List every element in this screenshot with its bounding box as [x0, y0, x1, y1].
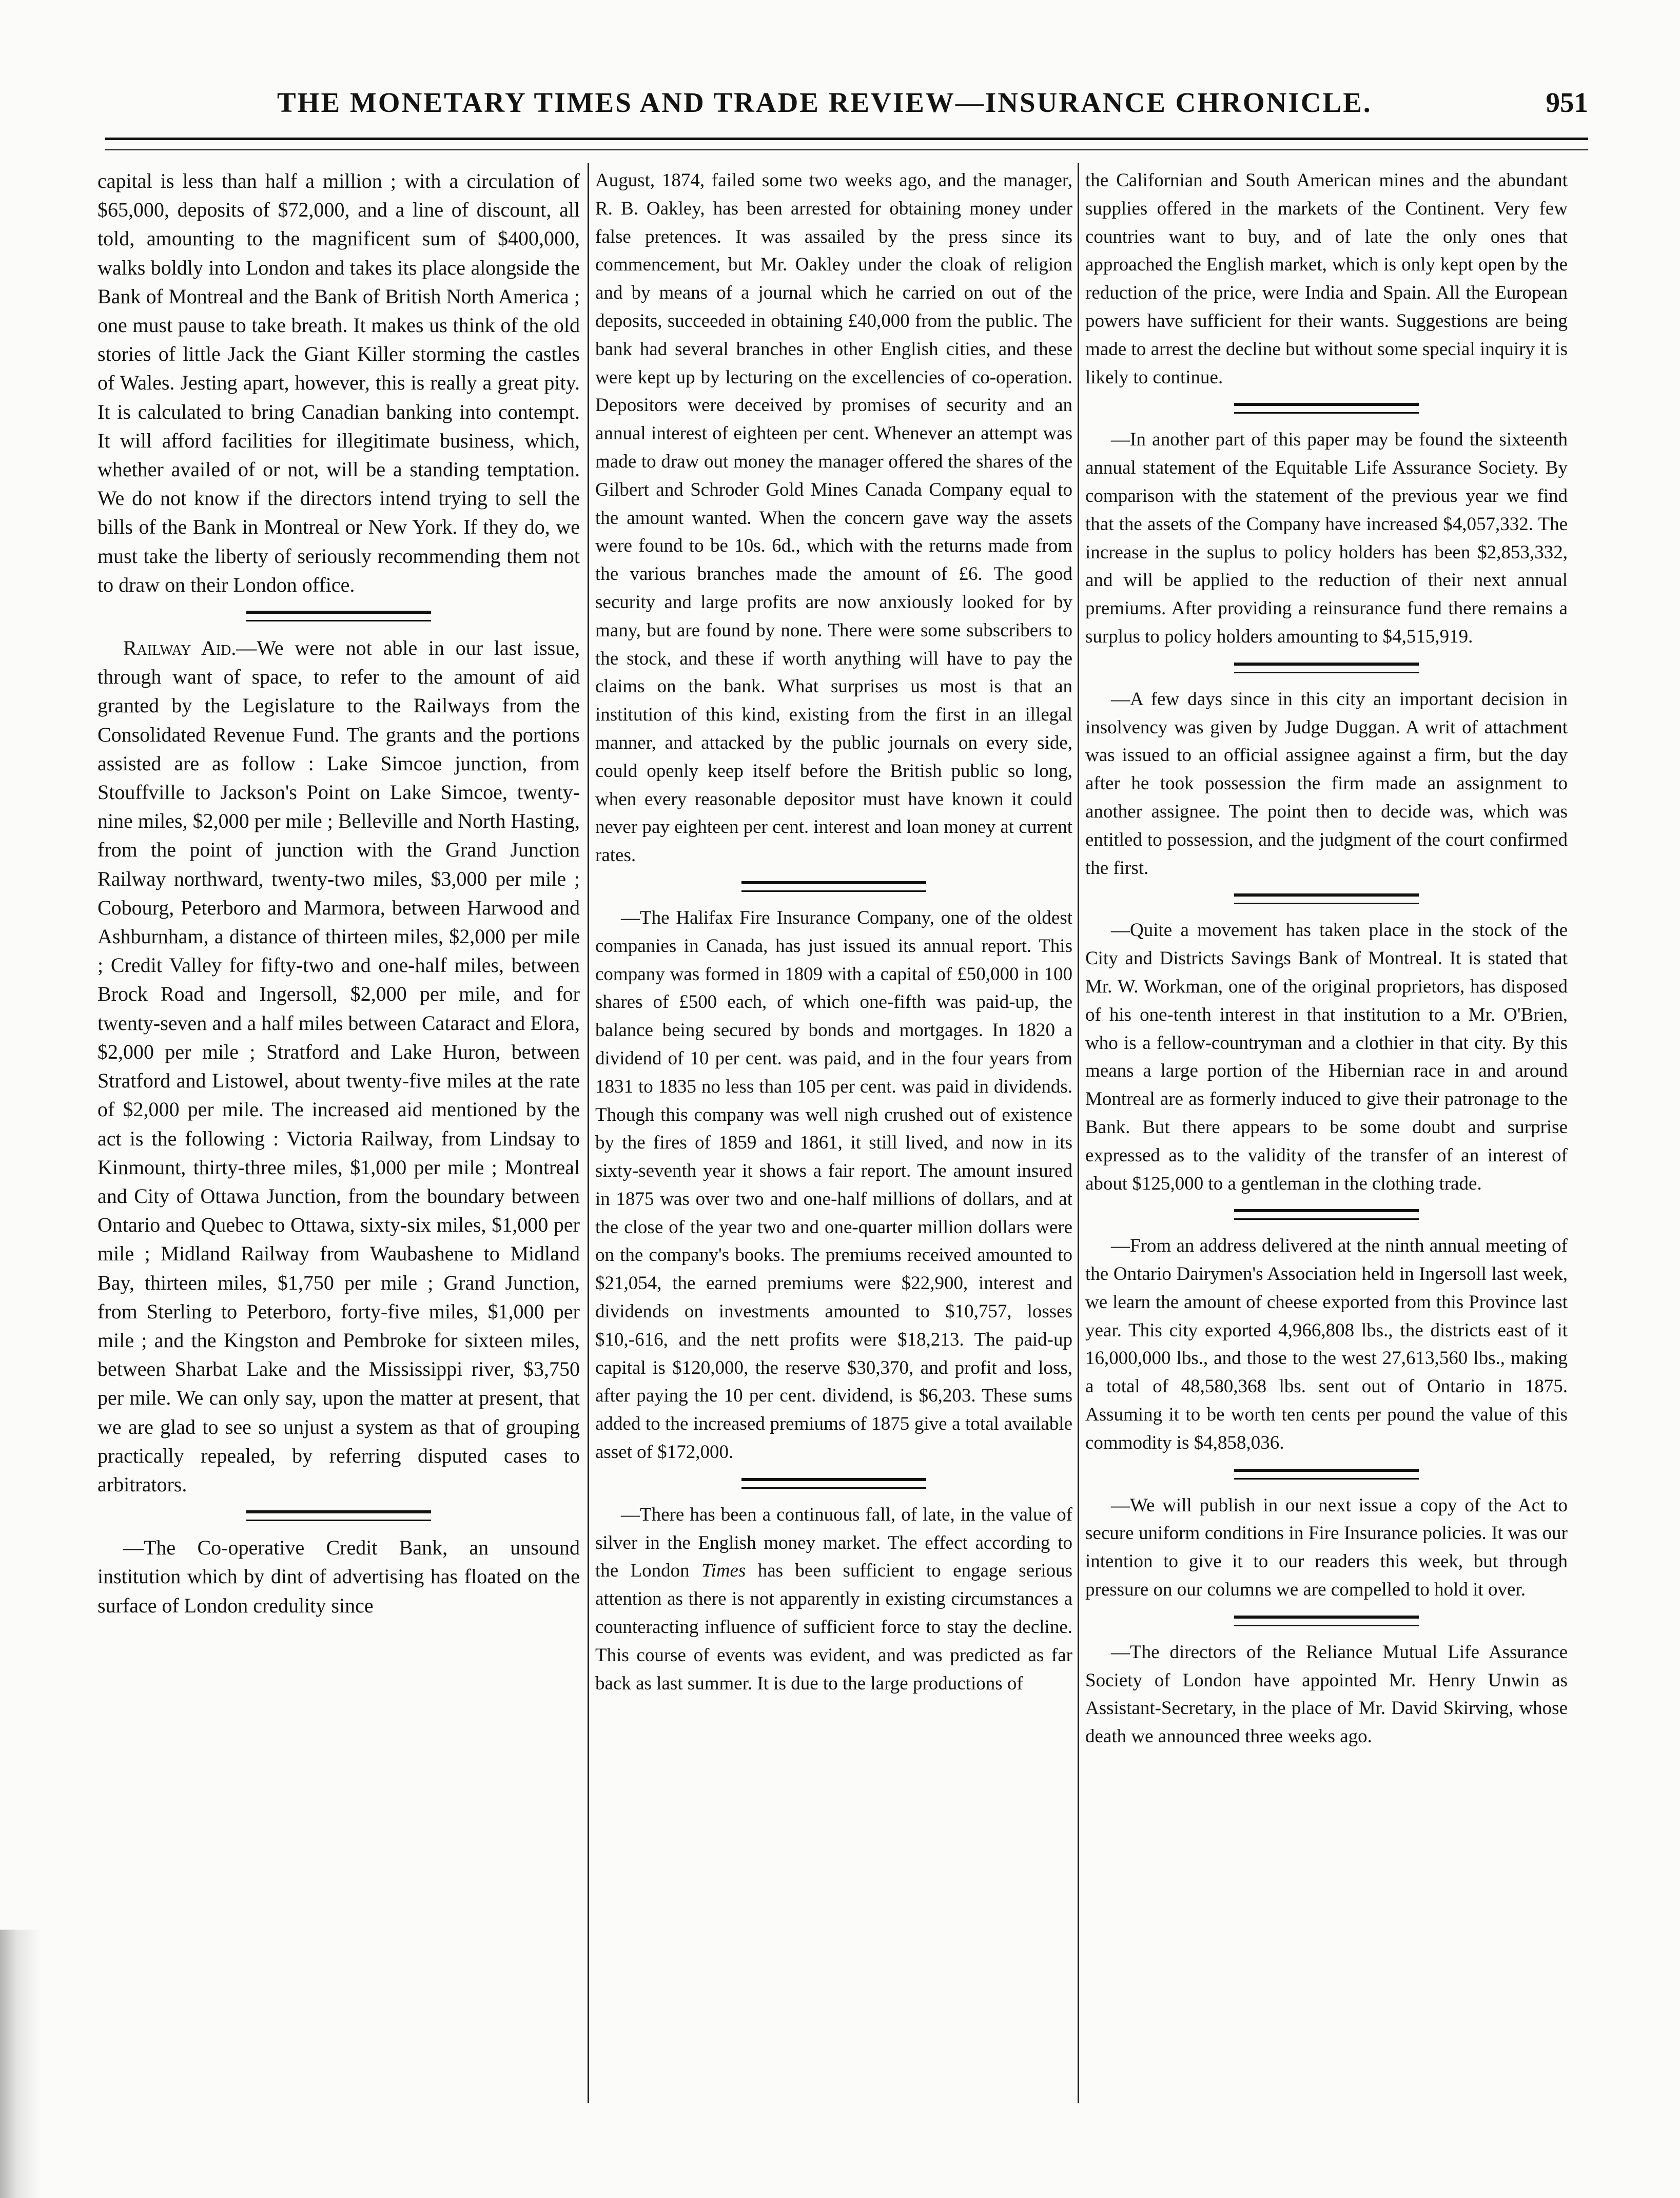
- section-separator: [1234, 1616, 1419, 1626]
- page-header: [97, 86, 1588, 117]
- article-paragraph: —We will publish in our next issue a copy of the Act to secure uniform conditions in Fire Insurance policies. It was our intention to give it to our readers this week, but through pressure on our columns we are compelled to hold it over.: [1085, 1494, 1568, 1601]
- article-paragraph: —From an address delivered at the ninth annual meeting of the Ontario Dairymen's Association held in Ingersoll last week, we learn the amount of cheese exported from this Province last year. This city exported 4,966,808 lbs., the districts east of it 16,000,000 lbs., and those to the west 27,613,560 lbs., making a total of 48,580,368 lbs. sent out of Ontario in 1875. Assuming it to be worth ten cents per pound the value of this commodity is $4,858,036.: [1085, 1235, 1568, 1453]
- article-paragraph: —The directors of the Reliance Mutual Life Assurance Society of London have appointed Mr. Henry Unwin as Assistant-Secretary, in the place of Mr. David Skirving, whose death we announced three weeks ago.: [1085, 1641, 1568, 1747]
- article-text: has been sufficient to engage serious attention as there is not apparently in existing circumstances a counteracting influence of sufficient force to stay the decline. This course of events was evident, and was predicted as far back as last summer. It is due to the large productions of: [595, 1560, 1072, 1694]
- newspaper-name: Times: [701, 1560, 746, 1582]
- column-2: [595, 167, 1072, 2096]
- section-separator: [1234, 893, 1419, 904]
- article-paragraph: —The Co-operative Credit Bank, an unsound institution which by dint of advertising has floated on the surface of London credulity since: [97, 1536, 580, 1617]
- article-paragraph: August, 1874, failed some two weeks ago, and the manager, R. B. Oakley, has been arrested for obtaining money under false pretences. It was assailed by the press since its commencement, but Mr. Oakley under the cloak of religion and by means of a journal which he carried on out of the deposits, succeeded in obtaining £40,000 from the public. The bank had several branches in other English cities, and these were kept up by lecturing on the excellencies of co-operation. Depositors were deceived by promises of security and an annual interest of eighteen per cent. Whenever an attempt was made to draw out money the manager offered the shares of the Gilbert and Schroder Gold Mines Canada Company equal to the amount wanted. When the concern gave way the assets were found to be 10s. 6d., which with the returns made from the various branches made the amount of £6. The good security and large profits are now anxiously looked for by many, but are found by none. There were some subscribers to the stock, and these if worth anything will have to pay the claims on the bank. What surprises us most is that an institution of this kind, existing from the first in an illegal manner, and attacked by the public journals on every side, could openly keep itself before the British public so long, when every reasonable depositor must have known it could never pay eighteen per cent. interest and loan money at current rates.: [595, 170, 1072, 866]
- section-separator: [1234, 1469, 1419, 1480]
- article-paragraph: —In another part of this paper may be found the sixteenth annual statement of the Equitable Life Assurance Society. By comparison with the statement of the previous year we find that the assets of the Company have increased $4,057,332. The increase in the suplus to policy holders has been $2,853,332, and will be applied to the reduction of their next annual premiums. After providing a reinsurance fund there remains a surplus to policy holders amounting to $4,515,919.: [1085, 429, 1568, 647]
- article-paragraph: —The Halifax Fire Insurance Company, one of the oldest companies in Canada, has just issued its annual report. This company was formed in 1809 with a capital of £50,000 in 100 shares of £500 each, of which one-fifth was paid-up, the balance being secured by bonds and mortgages. In 1820 a dividend of 10 per cent. was paid, and in the four years from 1831 to 1835 no less than 105 per cent. was paid in dividends. Though this company was well nigh crushed out of existence by the fires of 1859 and 1861, it still lived, and now in its sixty-seventh year it shows a fair report. The amount insured in 1875 was over two and one-half millions of dollars, and at the close of the year two and one-quarter million dollars were on the company's books. The premiums received amounted to $21,054, the earned premiums were $22,900, interest and dividends on investments amounted to $10,757, losses $10,-616, and the nett profits were $18,213. The paid-up capital is $120,000, the reserve $30,370, and profit and loss, after paying the 10 per cent. dividend, is $6,203. These sums added to the increased premiums of 1875 give a total available asset of $172,000.: [595, 907, 1072, 1463]
- article-text: —There has been a continuous fall, of late, in the value of silver in the English money market. The effect according to the London: [595, 1504, 1072, 1582]
- column-1: [97, 167, 580, 2096]
- section-heading: Railway Aid.: [123, 636, 237, 660]
- section-separator: [1234, 663, 1419, 673]
- column-divider: [588, 163, 589, 2103]
- page-number: 951: [1546, 87, 1588, 118]
- section-separator: [1234, 1209, 1419, 1220]
- section-separator: [246, 611, 431, 621]
- section-separator: [1234, 403, 1419, 414]
- article-paragraph: the Californian and South American mines and the abundant supplies offered in the markets of the Continent. Very few countries want to buy, and of late the only ones that approached the English market, which is only kept open by the reduction of the price, were India and Spain. All the European powers have sufficient for their wants. Suggestions are being made to arrest the decline but without some special inquiry it is likely to continue.: [1085, 170, 1568, 388]
- article-paragraph: [595, 1501, 1072, 1698]
- column-3: [1085, 167, 1568, 2096]
- page-edge-shadow: [0, 1930, 41, 2198]
- article-paragraph: [97, 634, 580, 1499]
- section-separator: [741, 1478, 926, 1489]
- article-paragraph: capital is less than half a million ; with a circulation of $65,000, deposits of $72,000, and a line of discount, all told, amounting to the magnificent sum of $400,000, walks boldly into London and takes its place alongside the Bank of Montreal and the Bank of British North America ; one must pause to take breath. It makes us think of the old stories of little Jack the Giant Killer storming the castles of Wales. Jesting apart, however, this is really a great pity. It is calculated to bring Canadian banking into contempt. It will afford facilities for illegitimate business, which, whether availed of or not, will be a standing temptation. We do not know if the directors intend trying to sell the bills of the Bank in Montreal or New York. If they do, we must take the liberty of seriously recommending them not to draw on their London office.: [97, 169, 580, 596]
- article-paragraph: —Quite a movement has taken place in the stock of the City and Districts Savings Bank of Montreal. It is stated that Mr. W. Workman, one of the original proprietors, has disposed of his one-tenth interest in that institution to a Mr. O'Brien, who is a fellow-countryman and a clothier in that city. By this means a large portion of the Hibernian race in and around Montreal are as formerly induced to give their patronage to the Bank. But there appears to be some doubt and surprise expressed as to the validity of the transfer of an interest of about $125,000 to a gentleman in the clothing trade.: [1085, 920, 1568, 1194]
- publication-title: THE MONETARY TIMES AND TRADE REVIEW—INSURANCE CHRONICLE.: [277, 87, 1372, 118]
- article-text: —We were not able in our last issue, through want of space, to refer to the amount of aid granted by the Legislature to the Railways from the Consolidated Revenue Fund. The grants and the portions assisted are as follow : Lake Simcoe junction, from Stouffville to Jackson's Point on Lake Simcoe, twenty-nine miles, $2,000 per mile ; Belleville and North Hasting, from the point of junction with the Grand Junction Railway northward, twenty-two miles, $3,000 per mile ; Cobourg, Peterboro and Marmora, between Harwood and Ashburnham, a distance of thirteen miles, $2,000 per mile ; Credit Valley for fifty-two and one-half miles, between Brock Road and Ingersoll, $2,000 per mile, and for twenty-seven and a half miles between Cataract and Elora, $2,000 per mile ; Stratford and Lake Huron, between Stratford and Listowel, about twenty-five miles at the rate of $2,000 per mile. The increased aid mentioned by the act is the following : Victoria Railway, from Lindsay to Kinmount, thirty-three miles, $1,000 per mile ; Montreal and City of Ottawa Junction, from the boundary between Ontario and Quebec to Ottawa, sixty-six miles, $1,000 per mile ; Midland Railway from Waubashene to Midland Bay, thirteen miles, $1,750 per mile ; Grand Junction, from Sterling to Peterboro, forty-five miles, $1,000 per mile ; and the Kingston and Pembroke for sixteen miles, between Sharbat Lake and the Mississippi river, $3,750 per mile. We can only say, upon the matter at present, that we are glad to see so unjust a system as that of grouping practically repealed, by referring disputed cases to arbitrators.: [97, 636, 580, 1496]
- section-separator: [246, 1510, 431, 1521]
- section-separator: [741, 881, 926, 892]
- column-divider: [1078, 163, 1079, 2103]
- header-rule: [105, 138, 1588, 150]
- article-paragraph: —A few days since in this city an important decision in insolvency was given by Judge Duggan. A writ of attachment was issued to an official assignee against a firm, but the day after he took possession the firm made an assignment to another assignee. The point then to decide was, which was entitled to possession, and the judgment of the court confirmed the first.: [1085, 688, 1568, 879]
